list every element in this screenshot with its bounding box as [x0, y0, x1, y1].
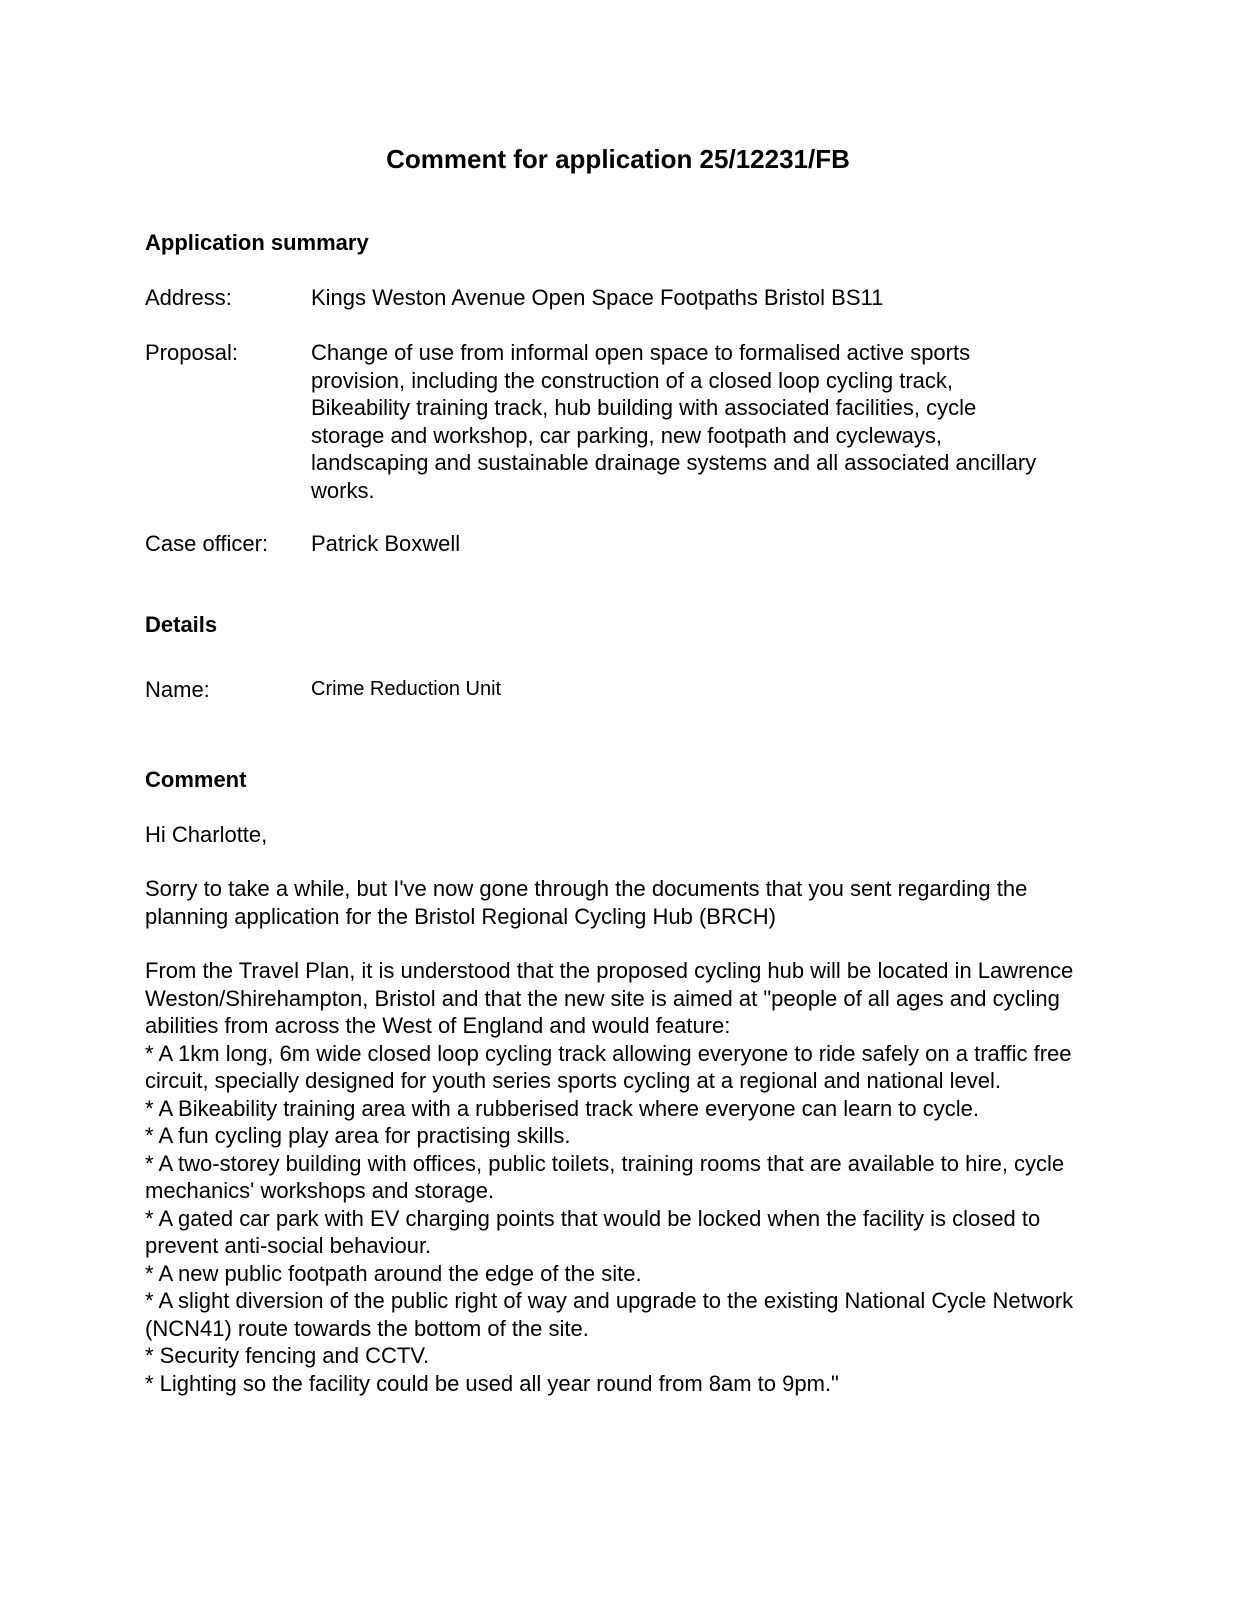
address-value: Kings Weston Avenue Open Space Footpaths Bristol BS11	[311, 285, 884, 310]
case-officer-label: Case officer:	[145, 531, 269, 556]
page-title: Comment for application 25/12231/FB	[386, 144, 850, 174]
feature-bullet: * Security fencing and CCTV.	[145, 1343, 430, 1368]
details-heading: Details	[145, 612, 218, 637]
comment-paragraph-1: Sorry to take a while, but I've now gone through the documents that you sent regarding the planning application for the Bristol Regional Cycling Hub (BRCH)	[145, 876, 1028, 929]
feature-bullet: * A gated car park with EV charging points that would be locked when the facility is closed to prevent anti-social behaviour.	[145, 1205, 1041, 1258]
address-label: Address:	[145, 285, 232, 310]
case-officer-value: Patrick Boxwell	[311, 531, 461, 556]
feature-bullet: * A 1km long, 6m wide closed loop cycling track allowing everyone to ride safely on a traffic free circuit, specially designed for youth series sports cycling at a regional and national level.	[145, 1040, 1072, 1093]
feature-bullet: * A slight diversion of the public right of way and upgrade to the existing National Cycle Network (NCN41) route towards the bottom of the site.	[145, 1288, 1074, 1341]
comment-greeting: Hi Charlotte,	[145, 822, 268, 847]
application-summary-heading: Application summary	[145, 230, 369, 255]
comment-paragraph-2-intro: From the Travel Plan, it is understood that the proposed cycling hub will be located in Lawrence Weston/Shirehampton, Bristol and that the new site is aimed at "people of all ages and cycling abilities from across the West of England and would feature:	[145, 958, 1074, 1038]
name-label: Name:	[145, 677, 210, 702]
feature-bullet: * A fun cycling play area for practising skills.	[145, 1123, 571, 1148]
comment-paragraph-2	[145, 957, 1085, 1397]
feature-bullet: * A two-storey building with offices, public toilets, training rooms that are available to hire, cycle mechanics' workshops and storage.	[145, 1150, 1065, 1203]
proposal-value: Change of use from informal open space to formalised active sports provision, including the construction of a closed loop cycling track, Bikeability training track, hub building with associated facilities, cycle storage and workshop, car parking, new footpath and cycleways, landscaping and sustainable drainage systems and all associated ancillary works.	[311, 340, 1037, 503]
comment-heading: Comment	[145, 767, 247, 792]
proposal-label: Proposal:	[145, 340, 238, 365]
feature-bullet: * Lighting so the facility could be used all year round from 8am to 9pm."	[145, 1370, 839, 1396]
feature-bullet: * A Bikeability training area with a rubberised track where everyone can learn to cycle.	[145, 1095, 979, 1121]
name-value: Crime Reduction Unit	[311, 678, 502, 700]
feature-bullet: * A new public footpath around the edge of the site.	[145, 1260, 642, 1286]
